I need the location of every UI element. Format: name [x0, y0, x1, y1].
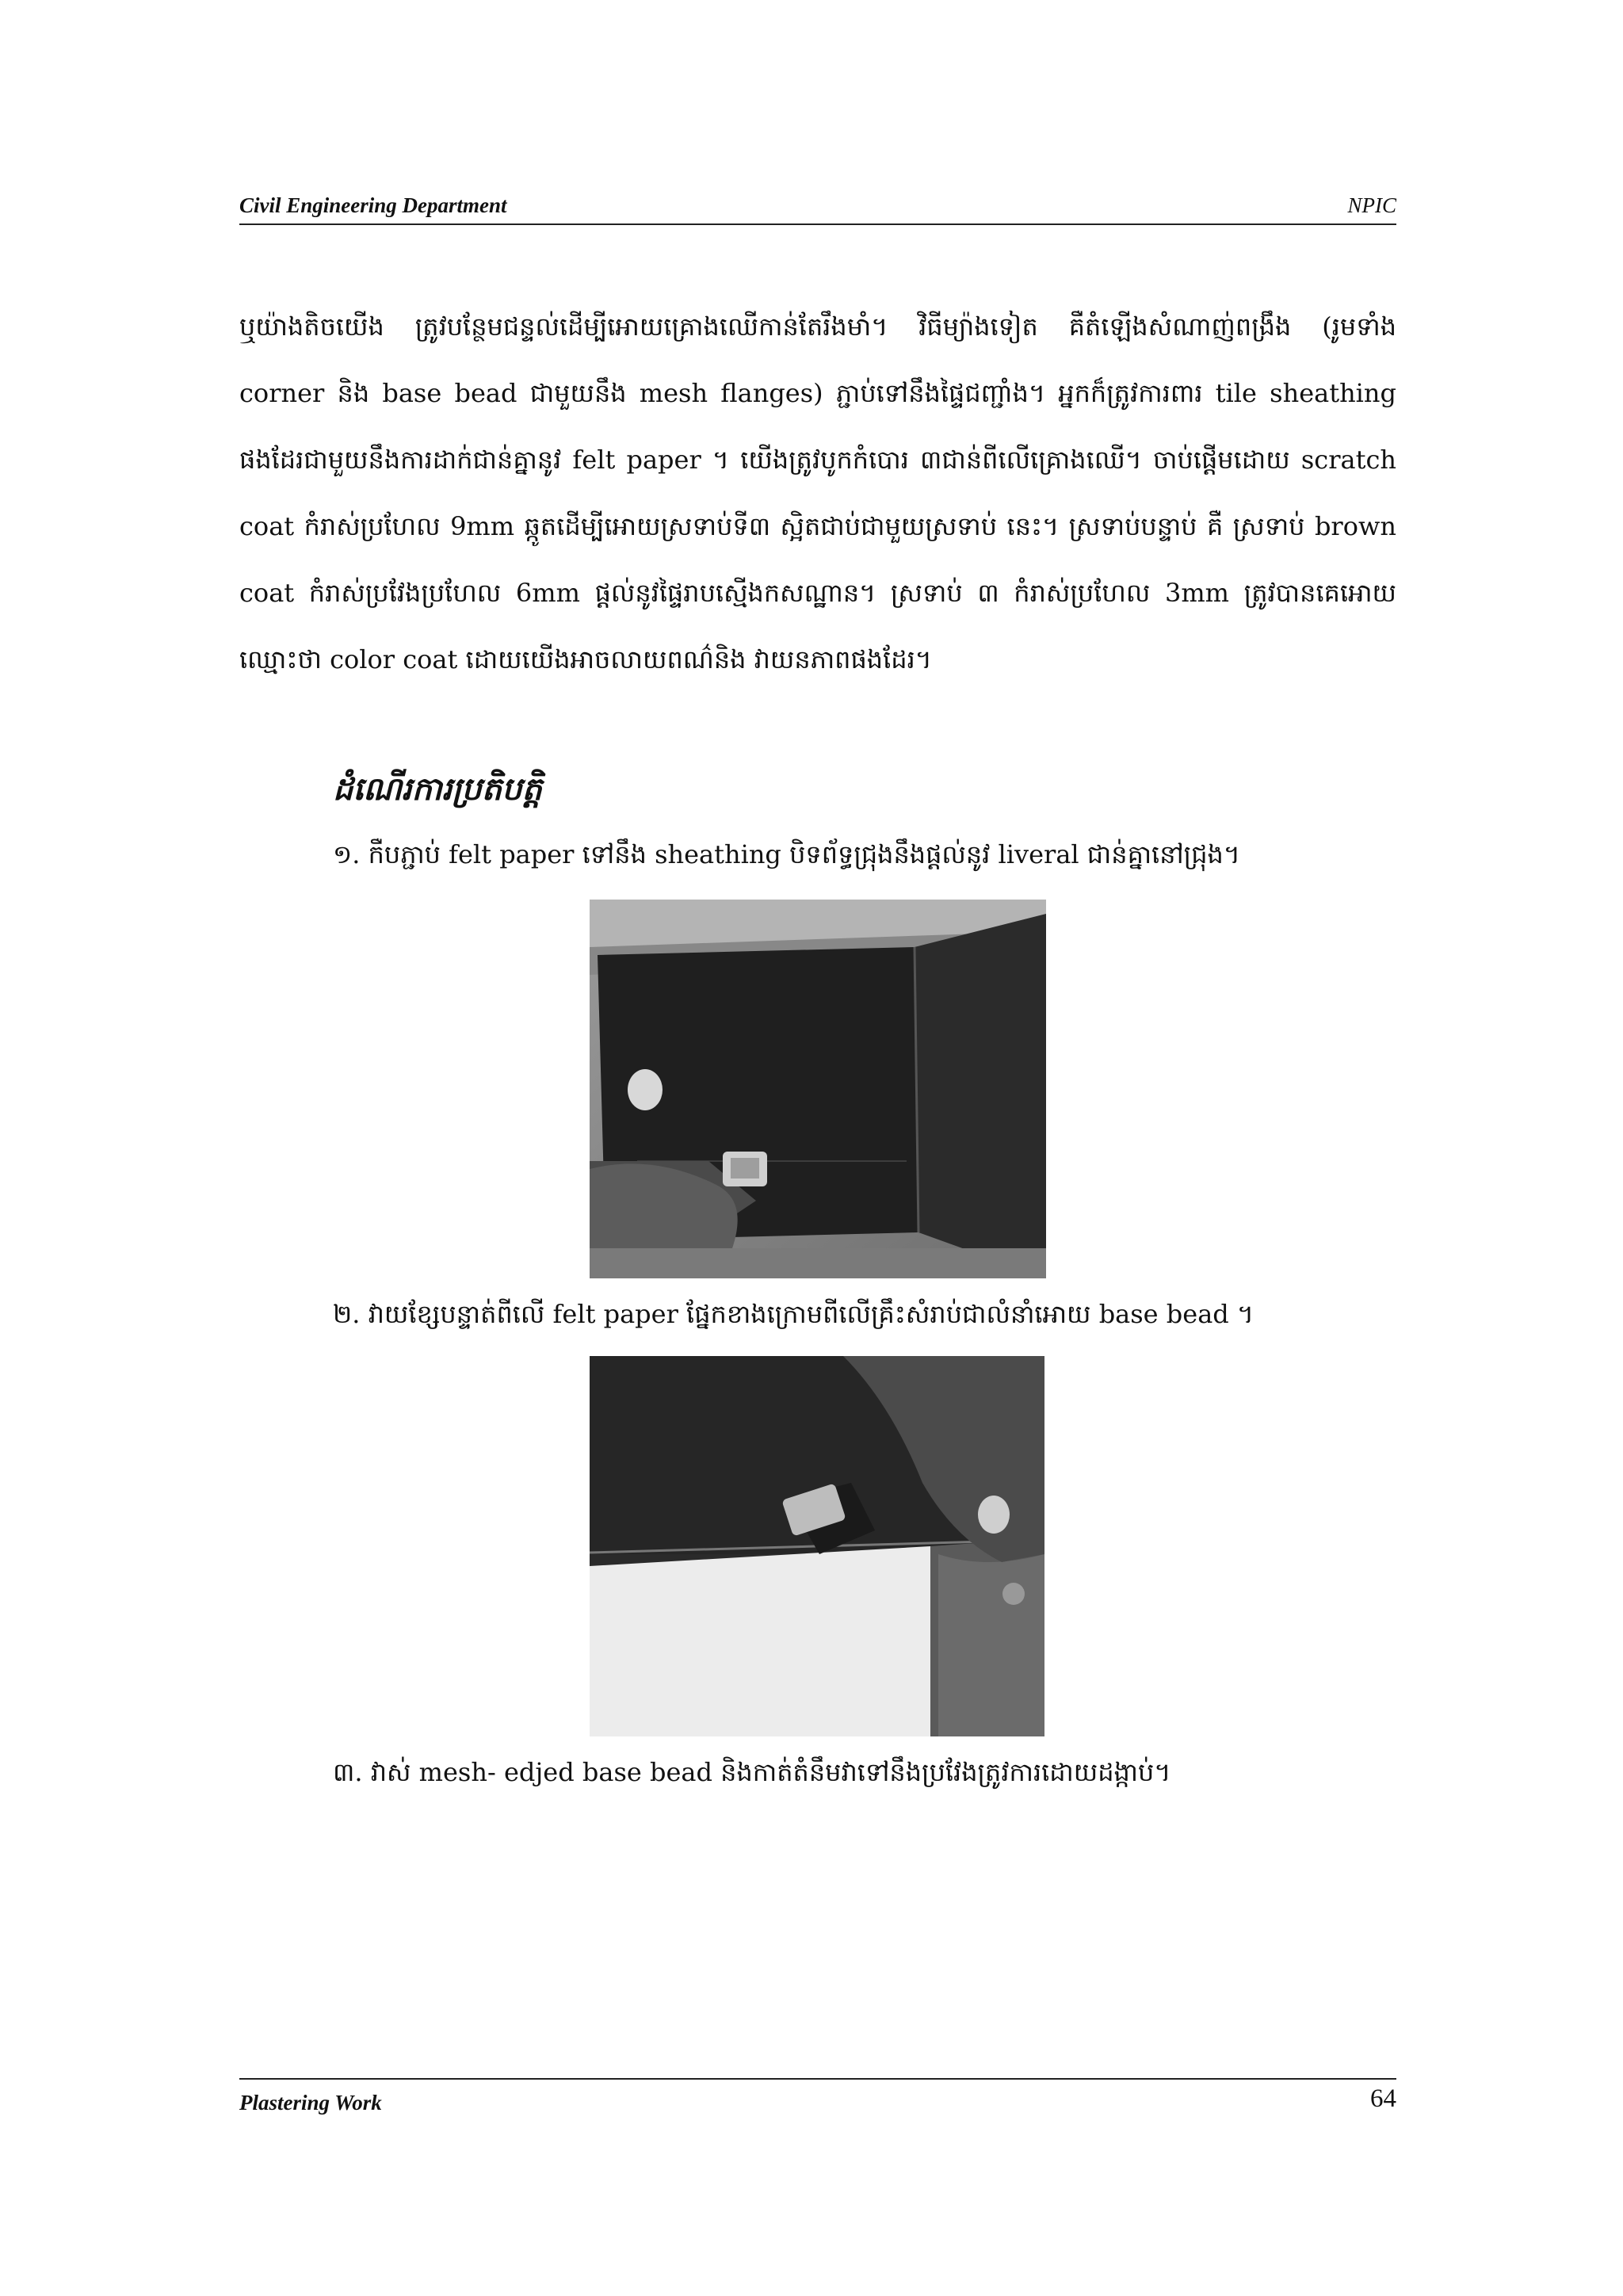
- header-rule: [239, 223, 1396, 225]
- footer-chapter: Plastering Work: [239, 2091, 382, 2115]
- page-footer: [239, 2084, 1396, 2115]
- step-2: ២. វាយខ្សែបន្ទាត់ពីលើ felt paper ផ្នែកខាងក្រោមពីលើគ្រឹះសំរាប់ជាលំនាំអោយ base bead ។: [333, 1299, 1254, 1329]
- header-institution: NPIC: [1347, 193, 1396, 217]
- step-3: ៣. វាស់ mesh- edjed base bead និងកាត់តំនឹមវាទៅនឹងប្រវែងត្រូវការដោយដង្កាប់។: [333, 1757, 1171, 1787]
- page-number: 64: [1370, 2084, 1396, 2113]
- header-department: Civil Engineering Department: [239, 193, 507, 217]
- section-heading: ដំណើរការប្រតិបត្តិ: [333, 770, 542, 808]
- step-1: ១. កឺបភ្ជាប់ felt paper ទៅនឹង sheathing បិទព័ទ្ធជ្រុងនឹងផ្តល់នូវ liveral ជាន់គ្នានៅជ្រុង។: [333, 839, 1240, 869]
- footer-rule: [239, 2078, 1396, 2080]
- photo-chalk-line: [590, 1356, 1044, 1736]
- page-header: [239, 193, 1396, 218]
- paragraph-text: ឬយ៉ាងតិចយើង ត្រូវបន្ថែមជន្ទល់ដើម្បីអោយគ្រោងឈើកាន់តែរឹងមាំ។ វិធីម្យ៉ាងទៀត គឺតំឡើងសំណាញ់ពង្រឹង (រូមទាំង corner និង base bead ជាមួយនឹង mesh flanges) ភ្ជាប់ទៅនឹងផ្ទៃជញ្ជាំង។ អ្នកក៏ត្រូវការពារ tile sheathing ផងដែរជាមួយនឹងការដាក់ជាន់គ្នានូវ felt paper ។ យើងត្រូវបូកកំបោរ ៣ជាន់ពីលើគ្រោងឈើ។ ចាប់ផ្តើមដោយ scratch coat កំរាស់ប្រហែល 9mm ឆ្កូតដើម្បីអោយស្រទាប់ទី៣ ស្អិតជាប់ជាមួយស្រទាប់ នេះ។ ស្រទាប់បន្ទាប់ គឺ ស្រទាប់ brown coat កំរាស់ប្រវែងប្រហែល 6mm ផ្តល់នូវផ្ទៃរាបស្មើងកសណ្ឋាន។ ស្រទាប់ ៣ កំរាស់ប្រហែល 3mm ត្រូវបានគេអោយឈ្មោះថា color coat ដោយយើងអាចលាយពណ៌និង វាយនភាពផងដែរ។: [239, 311, 1396, 674]
- photo-felt-paper-attach: [590, 900, 1046, 1278]
- body-paragraph: [239, 293, 1396, 693]
